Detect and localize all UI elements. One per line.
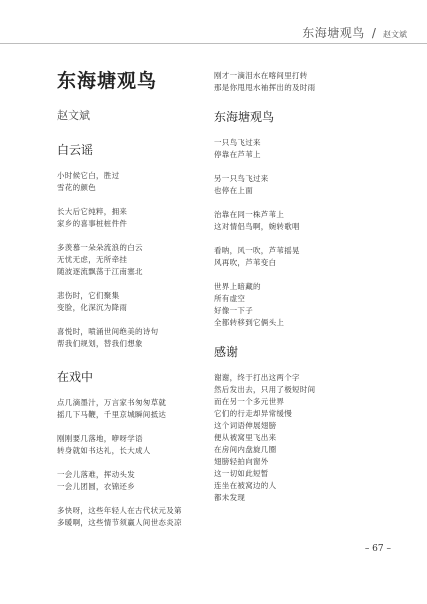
poem-line: 它们的行走却异常缓慢 bbox=[214, 409, 292, 418]
header-separator: / bbox=[371, 26, 376, 40]
poem-line: 那是你甩甩水袖挥出的及时雨 bbox=[214, 83, 316, 92]
poem-line: 这对情侣鸟啊，婉转歌唱 bbox=[214, 222, 300, 231]
poem-line: 谢谢，终于打出这两个字 bbox=[214, 373, 300, 382]
stanza bbox=[214, 173, 392, 197]
poem-line: 一会儿落难，挥动头发 bbox=[57, 470, 135, 479]
poem-line: 看呐，风一吹，芦苇摇晃 bbox=[214, 246, 300, 255]
poem-line: 悲伤时，它们聚集 bbox=[57, 291, 120, 300]
poem-line: 也停在上面 bbox=[214, 186, 253, 195]
poem-line: 刚刚要几落地，咿呀学语 bbox=[57, 434, 143, 443]
poem-line: 一会儿团圆，衣锦还乡 bbox=[57, 482, 135, 491]
author-name: 赵文斌 bbox=[57, 109, 90, 122]
poem-line: 随波逐流飘荡于江南塞北 bbox=[57, 267, 143, 276]
poem-line: 治靠在同一株芦苇上 bbox=[214, 210, 285, 219]
page-number: – 67 – bbox=[364, 544, 391, 554]
poem-line: 多羡慕一朵朵流浪的白云 bbox=[57, 243, 143, 252]
stanza bbox=[57, 170, 207, 194]
poem-line: 家乡的喜事桩桩件件 bbox=[57, 219, 128, 228]
stanza bbox=[214, 137, 392, 161]
poem-line: 多暖啊，这些情节须赢人间世态炎凉 bbox=[57, 518, 182, 527]
poem-line: 好像一下子 bbox=[214, 306, 253, 315]
poem-line: 摇几下马鞭，千里京城瞬间抵达 bbox=[57, 410, 167, 419]
running-header bbox=[302, 22, 407, 41]
poem-line: 一只鸟飞过来 bbox=[214, 138, 261, 147]
poem-line: 无忧无虑，无所牵挂 bbox=[57, 255, 128, 264]
left-column bbox=[57, 58, 207, 529]
stanza bbox=[57, 242, 207, 278]
poem-line: 风再吹，芦苇变白 bbox=[214, 258, 277, 267]
stanza bbox=[214, 372, 392, 504]
header-rule bbox=[0, 43, 427, 44]
poem-line: 世界上暗藏的 bbox=[214, 282, 261, 291]
stanza bbox=[57, 206, 207, 230]
stanza bbox=[57, 326, 207, 350]
header-title: 东海塘观鸟 bbox=[302, 26, 365, 40]
stanza bbox=[214, 245, 392, 269]
poem-line: 所有虚空 bbox=[214, 294, 246, 303]
poem-line: 转身就如书达礼，长大成人 bbox=[57, 446, 151, 455]
poem-line: 小时候它白，胜过 bbox=[57, 171, 120, 180]
poem-line: 点几滴墨汁，万言家书匆匆草就 bbox=[57, 398, 167, 407]
poem-line: 在房间内盘旋几圈 bbox=[214, 445, 277, 454]
poem-line: 翅膀轻拍向窗外 bbox=[214, 457, 269, 466]
poem-line: 多快呀，这些年轻人在古代状元及第 bbox=[57, 506, 182, 515]
poem-line: 变脸，化深沉为降雨 bbox=[57, 303, 128, 312]
poem-line: 雪花的颜色 bbox=[57, 183, 96, 192]
poem-line: 停靠在芦苇上 bbox=[214, 150, 261, 159]
poem-line: 然后发出去，只用了极短时间 bbox=[214, 385, 316, 394]
right-column bbox=[214, 58, 392, 504]
section-heading-ganxie: 感谢 bbox=[214, 345, 239, 359]
stanza bbox=[57, 505, 207, 529]
section-heading-zaixizhong: 在戏中 bbox=[57, 370, 94, 384]
poem-line: 这一切如此短暂 bbox=[214, 469, 269, 478]
poem-line: 都未发现 bbox=[214, 493, 246, 502]
poem-line: 长大后它纯粹，拥来 bbox=[57, 207, 128, 216]
poem-line: 喜悦时，喷涌世间绝美的诗句 bbox=[57, 327, 159, 336]
poem-line: 刚才一滴泪水在喀间里打转 bbox=[214, 71, 308, 80]
header-author: 赵文斌 bbox=[383, 30, 407, 39]
stanza bbox=[214, 70, 392, 94]
page-title: 东海塘观鸟 bbox=[57, 70, 158, 92]
section-heading-donghaitang: 东海塘观鸟 bbox=[214, 110, 275, 124]
poem-line: 帮我们规划，替我们想象 bbox=[57, 339, 143, 348]
stanza bbox=[57, 469, 207, 493]
stanza bbox=[57, 397, 207, 421]
stanza bbox=[214, 281, 392, 329]
poem-line: 连坐在被窝边的人 bbox=[214, 481, 277, 490]
poem-line: 便从被窝里飞出来 bbox=[214, 433, 277, 442]
poem-line: 全都转移到它俩头上 bbox=[214, 318, 285, 327]
poem-line: 这个词语伸展翅膀 bbox=[214, 421, 277, 430]
stanza bbox=[57, 290, 207, 314]
section-heading-baiyunyao: 白云谣 bbox=[57, 143, 94, 157]
poem-line: 而在另一个多元世界 bbox=[214, 397, 285, 406]
stanza bbox=[57, 433, 207, 457]
poem-line: 另一只鸟飞过来 bbox=[214, 174, 269, 183]
stanza bbox=[214, 209, 392, 233]
